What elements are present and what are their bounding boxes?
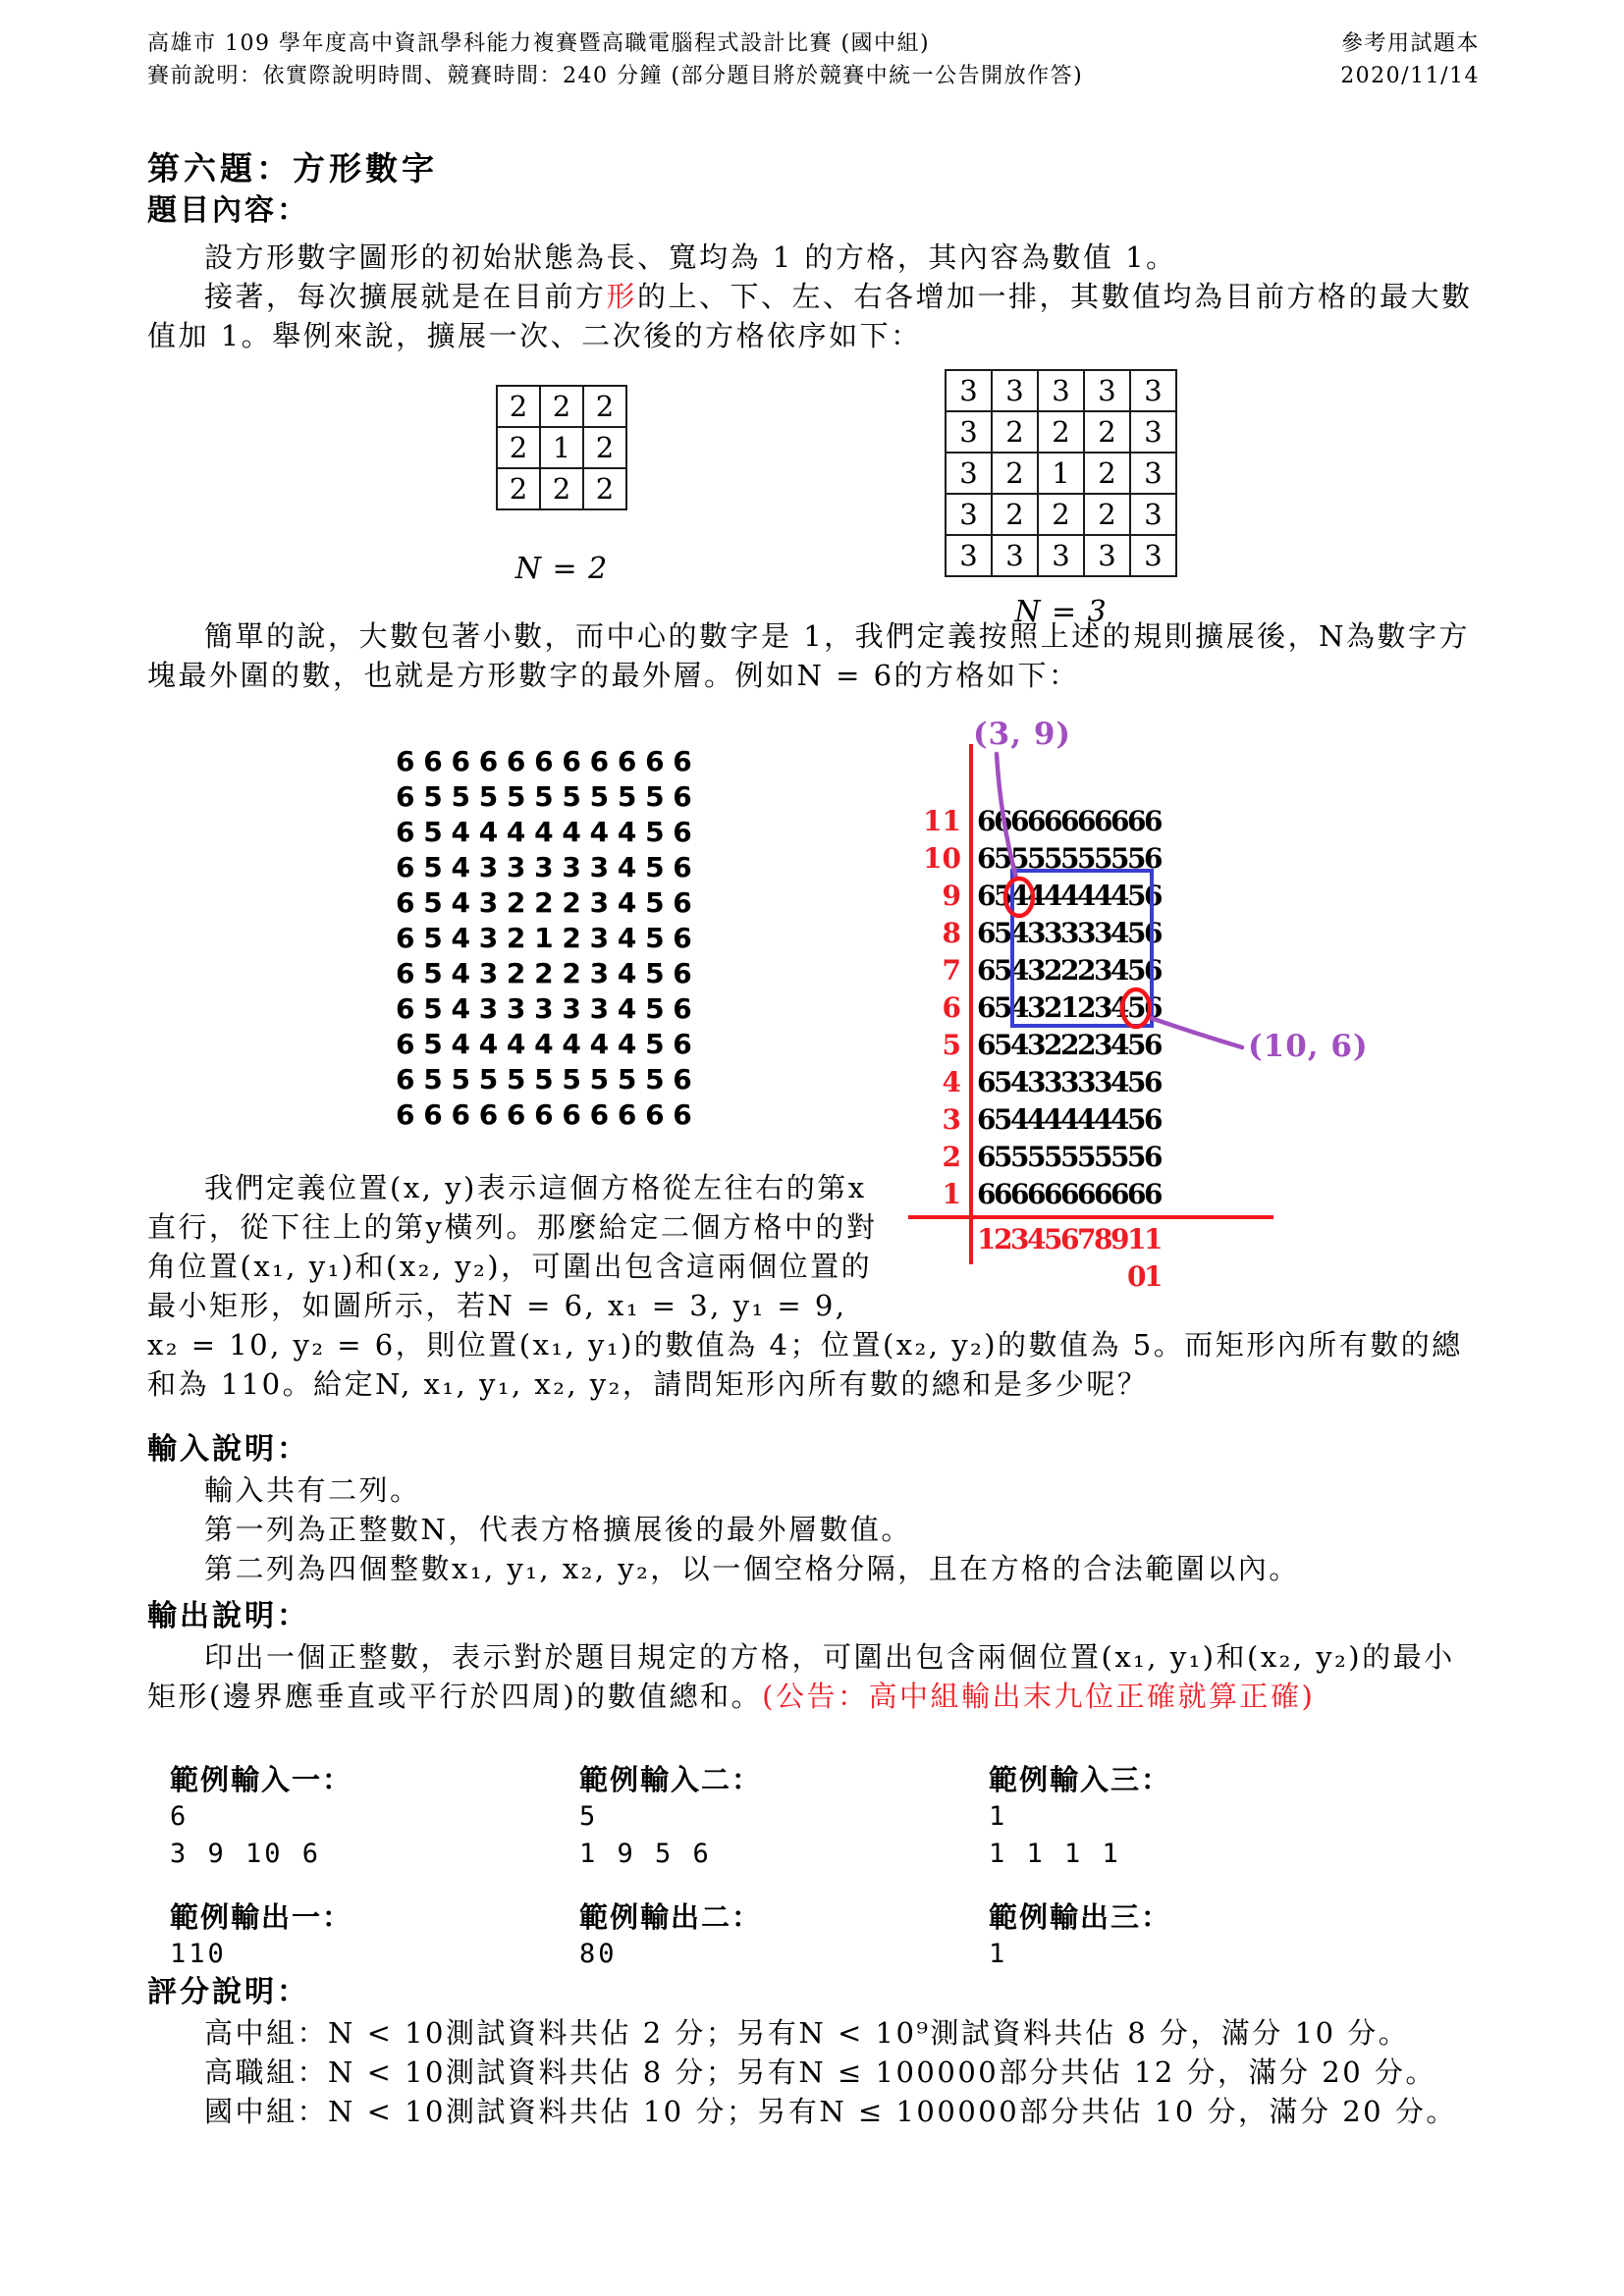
figure-row	[918, 1064, 1164, 1101]
figure-row-digits	[977, 803, 1164, 840]
digit-cell: 6	[977, 1141, 997, 1173]
digit-cell: 5	[994, 954, 1013, 987]
example-input-label-2: 範例輸入二：	[579, 1763, 763, 1796]
digit-cell: 6	[1060, 1178, 1080, 1210]
grid-n2-label: N = 2	[514, 552, 609, 586]
digit-cell: 5	[994, 842, 1013, 875]
grid-row	[946, 370, 1176, 411]
grid-cell: 3	[1130, 411, 1176, 453]
figure-row-digits	[977, 840, 1164, 878]
digit-cell: 5	[994, 880, 1013, 912]
digit-cell	[977, 1258, 994, 1296]
digit-cell: 6	[1094, 1178, 1113, 1210]
grid-cell: 3	[946, 494, 992, 535]
header-date: 2020/11/14	[1340, 64, 1480, 88]
digit-cell: 2	[1077, 991, 1097, 1024]
grid-cell: 3	[946, 411, 992, 453]
n6-row: 6 6 6 6 6 6 6 6 6 6 6	[396, 1098, 692, 1131]
y-axis-tick-label: 3	[942, 1103, 961, 1136]
digit-cell: 6	[1094, 805, 1113, 837]
digit-cell: 6	[1144, 1141, 1164, 1173]
digit-cell: 6	[1144, 1066, 1164, 1098]
section-heading-scoring: 評分說明：	[147, 1975, 309, 2009]
coord-label-x1y1: (3, 9)	[973, 717, 1072, 752]
digit-cell: 5	[994, 1103, 1013, 1136]
digit-cell: 2	[1044, 991, 1063, 1024]
y-axis-tick-label: 7	[942, 954, 961, 987]
paragraph-rectangle-sum: 我們定義位置(x, y)表示這個方格從左往右的第x直行，從下往上的第y橫列。那麼給定二個方格中的對角位置(x₁, y₁)和(x₂, y₂)，可圍出包含這兩個位置的最小矩形，如圖所示，若N = 6, x₁ = 3, y₁ = 9, x₂ = 10, y₂ = 6，則位置(x₁, y₁)的數值為 4；位置(x₂, y₂)的數值為 5。而矩形內所有數的總和為 110。給定N, x₁, y₁, x₂, y₂，請問矩形內所有數的總和是多少呢？	[147, 1171, 1463, 1401]
digit-cell: 2	[1060, 1029, 1080, 1061]
digit-cell: 3	[1060, 1066, 1080, 1098]
y-axis-tick-label: 4	[942, 1066, 961, 1098]
scoring-line-vocational: 高職組：N < 10測試資料共佔 8 分；另有N ≤ 100000部分共佔 12 分，滿分 20 分。	[204, 2056, 1436, 2089]
figure-row	[918, 1101, 1164, 1139]
example-input-2-line-2: 1 9 5 6	[579, 1839, 712, 1869]
grid-cell: 3	[1038, 535, 1084, 576]
digit-cell: 3	[1094, 917, 1113, 949]
grid-row	[946, 494, 1176, 535]
paragraph-initial-state: 設方形數字圖形的初始狀態為長、寬均為 1 的方格，其內容為數值 1。	[204, 240, 1177, 274]
example-output-value-3: 1	[989, 1939, 1008, 1969]
digit-cell: 4	[1077, 1103, 1097, 1136]
grid-n3	[945, 369, 1177, 577]
problem-title: 第六題：方形數字	[147, 149, 438, 187]
example-column-2	[579, 1761, 933, 1973]
digit-cell: 4	[1010, 917, 1030, 949]
digit-cell: 3	[1027, 1029, 1047, 1061]
section-heading-output: 輸出說明：	[147, 1599, 309, 1633]
digit-cell: 5	[1127, 954, 1147, 987]
digit-cell: 4	[1094, 1103, 1113, 1136]
grid-cell: 3	[992, 370, 1038, 411]
digit-cell: 2	[1077, 954, 1097, 987]
y-axis-tick-label: 10	[923, 842, 961, 875]
digit-cell: 8	[1094, 1223, 1113, 1255]
digit-cell: 2	[994, 1223, 1013, 1255]
y-axis-tick-label: 8	[942, 917, 961, 949]
grid-row	[946, 453, 1176, 494]
grid-cell: 2	[1038, 411, 1084, 453]
digit-cell: 6	[977, 1178, 997, 1210]
grid-row	[497, 386, 626, 427]
grid-cell: 2	[540, 386, 583, 427]
n6-row: 6 5 4 4 4 4 4 4 4 5 6	[396, 1028, 692, 1060]
example-column-3	[989, 1761, 1342, 1973]
example-input-1-line-2: 3 9 10 6	[170, 1839, 322, 1869]
output-description-main: 印出一個正整數，表示對於題目規定的方格，可圍出包含兩個位置(x₁, y₁)和(x₂, y₂)的最小矩形(邊界應垂直或平行於四周)的數值總和。	[147, 1640, 1455, 1713]
header-right	[1340, 27, 1480, 92]
grid-cell: 1	[540, 427, 583, 468]
digit-cell: 6	[1110, 805, 1130, 837]
figure-row-digits	[977, 989, 1164, 1027]
section-heading-problem: 題目內容：	[147, 193, 309, 228]
digit-cell: 6	[1144, 1029, 1164, 1061]
digit-cell: 6	[1010, 1178, 1030, 1210]
example-input-3-line-2: 1 1 1 1	[989, 1839, 1121, 1869]
grid-cell: 1	[1038, 453, 1084, 494]
n6-row: 6 5 4 3 3 3 3 3 4 5 6	[396, 992, 692, 1025]
grid-cell: 3	[1038, 370, 1084, 411]
grid-cell: 3	[1084, 535, 1130, 576]
digit-cell: 5	[1127, 880, 1147, 912]
figure-row-digits	[977, 1176, 1164, 1213]
digit-cell: 3	[1044, 1066, 1063, 1098]
digit-cell: 6	[1010, 805, 1030, 837]
example-input-3-line-1: 1	[989, 1801, 1008, 1832]
digit-cell: 5	[1044, 1223, 1063, 1255]
digit-cell: 5	[1010, 842, 1030, 875]
example-output-value-1: 110	[170, 1939, 227, 1969]
digit-cell: 3	[1010, 1223, 1030, 1255]
digit-cell: 6	[1144, 1178, 1164, 1210]
digit-cell: 5	[1077, 1141, 1097, 1173]
digit-cell: 7	[1077, 1223, 1097, 1255]
digit-cell: 6	[977, 917, 997, 949]
coordinate-figure	[918, 717, 1369, 1309]
digit-cell: 6	[994, 805, 1013, 837]
figure-row-digits	[977, 1027, 1164, 1064]
digit-cell: 6	[1127, 805, 1147, 837]
grid-row	[497, 468, 626, 509]
digit-cell: 5	[1010, 1141, 1030, 1173]
grid-group-n2	[496, 385, 627, 589]
digit-cell: 1	[1144, 1260, 1164, 1293]
digit-cell: 4	[1010, 1029, 1030, 1061]
scoring-line-senior-high: 高中組：N < 10測試資料共佔 2 分；另有N < 10⁹測試資料共佔 8 分，滿分 10 分。	[204, 2016, 1410, 2050]
digit-cell: 4	[1110, 1066, 1130, 1098]
digit-cell	[1010, 1258, 1027, 1296]
digit-cell: 5	[1060, 1141, 1080, 1173]
digit-cell: 4	[1077, 880, 1097, 912]
digit-cell: 6	[1144, 1103, 1164, 1136]
digit-cell: 6	[1144, 880, 1164, 912]
digit-cell: 0	[1127, 1260, 1147, 1293]
figure-row-digits	[977, 878, 1164, 915]
digit-cell: 2	[1044, 954, 1063, 987]
grid-cell: 2	[497, 468, 540, 509]
example-input-1-line-1: 6	[170, 1801, 189, 1832]
digit-cell: 6	[1127, 1178, 1147, 1210]
paragraph-expansion-after: 的上、下、左、右各增加一排，其數值均為目前方格的最大數值加 1。舉例來說，擴展一次、二次後的方格依序如下：	[147, 280, 1473, 352]
digit-cell: 5	[1127, 1141, 1147, 1173]
grid-cell: 3	[1084, 370, 1130, 411]
figure-row-digits	[977, 1101, 1164, 1139]
digit-cell: 6	[977, 1066, 997, 1098]
digit-cell: 1	[1060, 991, 1080, 1024]
digit-cell	[994, 1258, 1010, 1296]
digit-cell: 6	[1027, 805, 1047, 837]
digit-cell: 5	[1127, 1103, 1147, 1136]
grid-cell: 2	[1084, 453, 1130, 494]
coord-label-x2y2: (10, 6)	[1248, 1029, 1369, 1064]
digit-cell: 5	[994, 1141, 1013, 1173]
digit-cell: 5	[1027, 842, 1047, 875]
digit-cell: 4	[1110, 917, 1130, 949]
header-left	[147, 27, 1083, 92]
digit-cell: 6	[1144, 954, 1164, 987]
grid-cell: 2	[583, 427, 626, 468]
x-axis-tick-labels-row1	[977, 1221, 1164, 1258]
digit-cell: 1	[1144, 1223, 1164, 1255]
digit-cell: 2	[1060, 954, 1080, 987]
digit-cell: 5	[1044, 842, 1063, 875]
grid-n2	[496, 385, 627, 510]
digit-cell: 2	[1044, 1029, 1063, 1061]
digit-cell: 6	[1144, 991, 1164, 1024]
digit-cell	[1110, 1258, 1127, 1296]
page-header	[147, 27, 1480, 92]
header-booklet-type: 參考用試題本	[1340, 31, 1480, 56]
grid-cell: 3	[1130, 535, 1176, 576]
example-input-label-1: 範例輸入一：	[170, 1763, 353, 1796]
grid-cell: 2	[992, 453, 1038, 494]
digit-cell: 5	[1094, 1141, 1113, 1173]
digit-cell: 4	[1010, 991, 1030, 1024]
figure-row-digits	[977, 915, 1164, 952]
figure-row	[918, 952, 1164, 989]
grid-cell: 3	[1130, 494, 1176, 535]
header-competition-title: 高雄市 109 學年度高中資訊學科能力複賽暨高職電腦程式設計比賽 (國中組)	[147, 31, 931, 56]
scoring-line-junior-high: 國中組：N < 10測試資料共佔 10 分；另有N ≤ 100000部分共佔 10 分，滿分 20 分。	[204, 2095, 1457, 2128]
digit-cell: 4	[1110, 991, 1130, 1024]
examples-section	[147, 1761, 1480, 1972]
grid-cell: 2	[583, 468, 626, 509]
example-output-label-3: 範例輸出三：	[989, 1900, 1172, 1934]
digit-cell: 6	[1044, 805, 1063, 837]
digit-cell: 3	[1094, 1066, 1113, 1098]
digit-cell: 3	[1027, 1066, 1047, 1098]
digit-cell: 5	[994, 1029, 1013, 1061]
digit-cell: 9	[1110, 1223, 1130, 1255]
digit-cell: 5	[1027, 1141, 1047, 1173]
digit-cell: 5	[1127, 842, 1147, 875]
digit-cell: 6	[977, 842, 997, 875]
digit-cell: 6	[1144, 842, 1164, 875]
example-input-label-3: 範例輸入三：	[989, 1763, 1172, 1796]
digit-cell: 5	[1110, 1141, 1130, 1173]
grid-row	[497, 427, 626, 468]
grid-cell: 3	[946, 370, 992, 411]
digit-cell: 5	[1110, 842, 1130, 875]
grid-cell: 3	[946, 535, 992, 576]
digit-cell: 1	[1127, 1223, 1147, 1255]
figure-row	[918, 878, 1164, 915]
digit-cell: 5	[994, 917, 1013, 949]
digit-cell: 4	[1044, 880, 1063, 912]
digit-cell: 5	[994, 1066, 1013, 1098]
digit-cell: 4	[1027, 1103, 1047, 1136]
n6-row: 6 6 6 6 6 6 6 6 6 6 6	[396, 745, 692, 777]
digit-cell: 3	[1094, 1029, 1113, 1061]
figure-rows	[918, 803, 1164, 1213]
digit-cell: 5	[1077, 842, 1097, 875]
n6-row: 6 5 4 3 3 3 3 3 4 5 6	[396, 851, 692, 883]
y-axis-tick-label: 6	[942, 991, 961, 1024]
digit-cell	[1077, 1258, 1094, 1296]
paragraph-expansion-red-char: 形	[606, 280, 638, 313]
digit-cell	[1060, 1258, 1077, 1296]
grid-cell: 2	[992, 411, 1038, 453]
n6-row: 6 5 5 5 5 5 5 5 5 5 6	[396, 1063, 692, 1095]
digit-cell: 6	[977, 1029, 997, 1061]
digit-cell: 4	[1027, 880, 1047, 912]
grid-cell: 2	[1084, 411, 1130, 453]
digit-cell: 6	[977, 954, 997, 987]
output-description-announcement: (公告：高中組輸出末九位正確就算正確)	[762, 1680, 1316, 1713]
grid-row	[946, 411, 1176, 453]
digit-cell: 4	[1110, 1029, 1130, 1061]
section-heading-input: 輸入說明：	[147, 1432, 309, 1467]
digit-cell: 4	[1110, 954, 1130, 987]
n6-row: 6 5 4 3 2 1 2 3 4 5 6	[396, 922, 692, 954]
digit-cell: 4	[1060, 880, 1080, 912]
digit-cell: 3	[1027, 991, 1047, 1024]
digit-cell: 4	[1094, 880, 1113, 912]
example-column-1	[170, 1761, 523, 1973]
figure-row	[918, 915, 1164, 952]
digit-cell: 4	[1110, 1103, 1130, 1136]
digit-cell: 2	[1077, 1029, 1097, 1061]
example-output-value-2: 80	[579, 1939, 618, 1969]
grid-cell: 2	[1084, 494, 1130, 535]
figure-row-digits	[977, 1139, 1164, 1176]
digit-cell: 4	[1044, 1103, 1063, 1136]
grid-cell: 2	[540, 468, 583, 509]
n6-row: 6 5 4 4 4 4 4 4 4 5 6	[396, 816, 692, 848]
n6-row: 6 5 4 3 2 2 2 3 4 5 6	[396, 886, 692, 919]
header-pre-contest-note: 賽前說明：依實際說明時間、競賽時間：240 分鐘 (部分題目將於競賽中統一公告開放作答)	[147, 64, 1084, 88]
digit-cell: 6	[1044, 1178, 1063, 1210]
y-axis-tick-label: 5	[942, 1029, 961, 1061]
digit-cell	[1027, 1258, 1044, 1296]
paragraph-expansion-before: 接著，每次擴展就是在目前方	[204, 280, 607, 313]
digit-cell: 4	[1027, 1223, 1047, 1255]
digit-cell: 3	[1044, 917, 1063, 949]
paragraph-expansion-rule	[147, 277, 1480, 355]
digit-cell: 6	[1060, 1223, 1080, 1255]
figure-row	[918, 1176, 1164, 1213]
example-input-2-line-1: 5	[579, 1801, 599, 1832]
figure-row	[918, 989, 1164, 1027]
input-line-1: 第一列為正整數N，代表方格擴展後的最外層數值。	[204, 1513, 912, 1546]
n6-row: 6 5 5 5 5 5 5 5 5 5 6	[396, 780, 692, 813]
digit-cell: 6	[1144, 917, 1164, 949]
figure-row-digits	[977, 1064, 1164, 1101]
y-axis-tick-label: 2	[942, 1141, 961, 1173]
n6-row: 6 5 4 3 2 2 2 3 4 5 6	[396, 957, 692, 989]
digit-cell: 5	[1094, 842, 1113, 875]
grid-row	[946, 535, 1176, 576]
wrap-zone	[147, 699, 1480, 1404]
grid-cell: 2	[583, 386, 626, 427]
digit-cell: 3	[1094, 954, 1113, 987]
digit-cell: 6	[1110, 1178, 1130, 1210]
digit-cell: 4	[1010, 1066, 1030, 1098]
grid-cell: 2	[992, 494, 1038, 535]
grid-cell: 3	[1130, 370, 1176, 411]
digit-cell: 4	[1110, 880, 1130, 912]
digit-cell: 5	[1060, 842, 1080, 875]
digit-cell	[1044, 1258, 1060, 1296]
example-grids	[147, 369, 1480, 629]
digit-cell: 1	[977, 1223, 997, 1255]
digit-cell: 6	[977, 880, 997, 912]
digit-cell: 4	[1060, 1103, 1080, 1136]
digit-cell: 6	[1077, 805, 1097, 837]
grid-n3-label: N = 3	[1014, 595, 1108, 629]
digit-cell: 5	[1127, 1066, 1147, 1098]
digit-cell: 6	[977, 991, 997, 1024]
digit-cell: 3	[1077, 1066, 1097, 1098]
grid-cell: 2	[497, 386, 540, 427]
grid-cell: 3	[946, 453, 992, 494]
digit-cell: 6	[977, 1103, 997, 1136]
example-output-label-2: 範例輸出二：	[579, 1900, 763, 1934]
grid-cell: 3	[992, 535, 1038, 576]
input-line-intro: 輸入共有二列。	[204, 1473, 421, 1507]
paragraph-outer-layer: 簡單的說，大數包著小數，而中心的數字是 1，我們定義按照上述的規則擴展後，N為數字方塊最外圍的數，也就是方形數字的最外層。例如N = 6的方格如下：	[147, 619, 1471, 692]
input-line-2: 第二列為四個整數x₁, y₁, x₂, y₂，以一個空格分隔，且在方格的合法範圍以內。	[204, 1552, 1300, 1585]
y-axis-tick-label: 1	[942, 1178, 961, 1210]
digit-cell: 6	[1060, 805, 1080, 837]
digit-cell: 3	[1077, 917, 1097, 949]
digit-cell: 5	[1127, 917, 1147, 949]
x-axis-line	[908, 1215, 1273, 1219]
figure-row	[918, 1027, 1164, 1064]
digit-cell: 6	[994, 1178, 1013, 1210]
digit-cell: 3	[1060, 917, 1080, 949]
digit-cell: 4	[1010, 954, 1030, 987]
digit-cell: 3	[1027, 917, 1047, 949]
figure-row	[918, 1139, 1164, 1176]
digit-cell: 5	[1044, 1141, 1063, 1173]
y-axis-tick-label: 9	[942, 880, 961, 912]
grid-cell: 2	[1038, 494, 1084, 535]
example-output-label-1: 範例輸出一：	[170, 1900, 353, 1934]
digit-cell: 6	[1144, 805, 1164, 837]
figure-row	[918, 840, 1164, 878]
digit-cell: 5	[1127, 1029, 1147, 1061]
digit-cell: 5	[994, 991, 1013, 1024]
digit-cell: 3	[1094, 991, 1113, 1024]
figure-row-digits	[977, 952, 1164, 989]
digit-cell: 4	[1010, 880, 1030, 912]
grid-cell: 2	[497, 427, 540, 468]
grid-cell: 3	[1130, 453, 1176, 494]
digit-cell: 3	[1027, 954, 1047, 987]
digit-cell: 6	[977, 805, 997, 837]
digit-cell: 4	[1010, 1103, 1030, 1136]
grid-group-n3	[945, 369, 1177, 632]
digit-cell: 6	[1027, 1178, 1047, 1210]
y-axis-tick-label: 11	[923, 805, 961, 837]
digit-cell: 5	[1127, 991, 1147, 1024]
x-axis-tick-labels-row2	[977, 1258, 1164, 1296]
digit-cell	[1094, 1258, 1110, 1296]
figure-row	[918, 803, 1164, 840]
output-description	[147, 1637, 1480, 1716]
digit-cell: 6	[1077, 1178, 1097, 1210]
